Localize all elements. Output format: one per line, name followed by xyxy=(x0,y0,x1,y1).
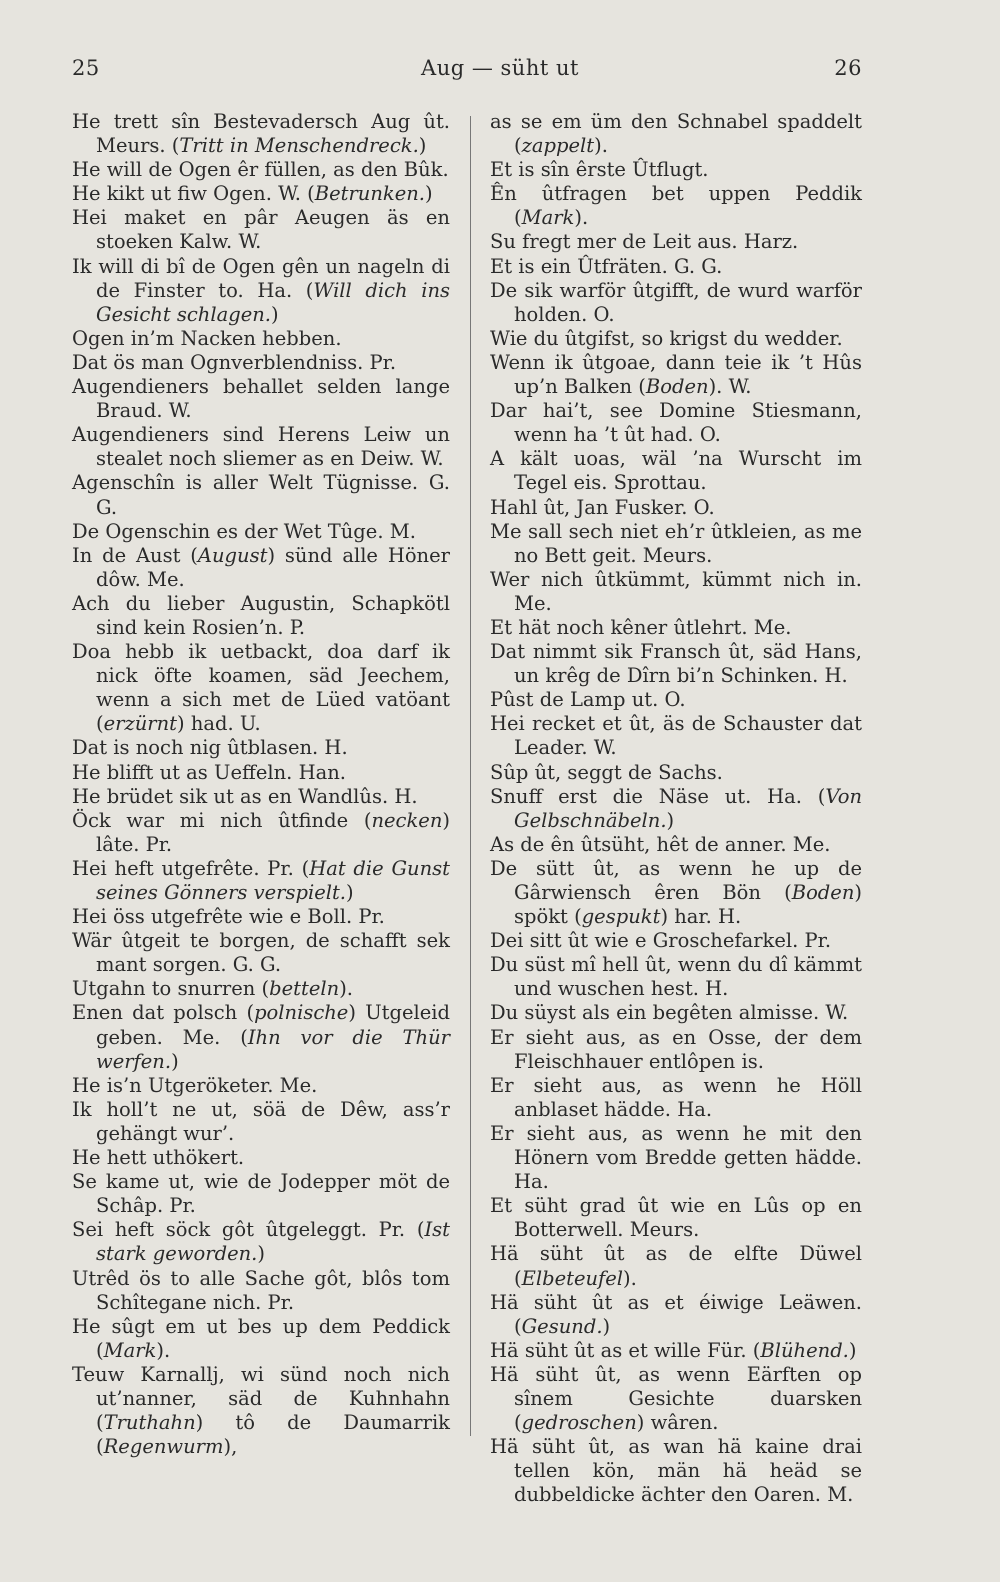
proverb-entry: Et is sîn êrste Ûtflugt. xyxy=(490,158,709,182)
translation-gloss: Will dich ins Gesicht schlagen. xyxy=(96,278,451,326)
proverb-entry: Se kame ut, wie de Jodepper möt de Schâp. Pr. xyxy=(72,1170,450,1218)
proverb-entry: Dei sitt ût wie e Groschefarkel. Pr. xyxy=(490,929,832,953)
proverb-entry: He trett sîn Bestevadersch Aug ût. Meurs. (Tritt in Menschendreck.) xyxy=(72,110,450,158)
proverb-entry: Wenn ik ûtgoae, dann teie ik ’t Hûs up’n Balken (Boden). W. xyxy=(490,350,862,399)
proverb-entry: De sütt ût, as wenn he up de Gârwiensch êren Bön (Boden) spökt (gespukt) har. H. xyxy=(490,856,862,929)
proverb-entry: Ik holl’t ne ut, söä de Dêw, ass’r gehängt wur’. xyxy=(72,1097,450,1145)
translation-gloss: Regenwurm xyxy=(103,1435,224,1459)
proverb-entry: He kikt ut fiw Ogen. W. (Betrunken.) xyxy=(72,182,433,206)
proverb-entry: Ik will di bî de Ogen gên un nageln di de Finster to. Ha. (Will dich ins Gesicht schlagen.) xyxy=(72,254,451,326)
proverb-entry: Sei heft söck gôt ûtgeleggt. Pr. (Ist stark geworden.) xyxy=(72,1218,450,1266)
left-page-number: 25 xyxy=(72,56,100,80)
running-title: Aug — süht ut xyxy=(421,56,579,80)
translation-gloss: Boden xyxy=(791,881,855,904)
proverb-entry: Dat nimmt sik Fransch ût, säd Hans, un krêg de Dîrn bi’n Schinken. H. xyxy=(490,640,862,688)
translation-gloss: Ihn vor die Thür werfen. xyxy=(96,1025,450,1073)
proverb-entry: Augendieners behallet selden lange Braud. W. xyxy=(72,375,450,423)
translation-gloss: Mark xyxy=(521,206,575,230)
proverb-entry: Me sall sech niet eh’r ûtkleien, as me no Bett geit. Meurs. xyxy=(490,519,862,567)
left-column xyxy=(72,110,450,1459)
proverb-entry: Et süht grad ût wie en Lûs op en Botterwell. Meurs. xyxy=(490,1194,862,1242)
proverb-entry: In de Aust (August) sünd alle Höner dôw. Me. xyxy=(72,543,450,591)
column-divider xyxy=(470,116,471,1436)
proverb-entry: Hei recket et ût, äs de Schauster dat Leader. W. xyxy=(490,712,862,760)
proverb-entry: Utrêd ös to alle Sache gôt, blôs tom Schîtegane nich. Pr. xyxy=(72,1266,450,1314)
proverb-entry: He brüdet sik ut as en Wandlûs. H. xyxy=(72,784,418,808)
translation-gloss: necken xyxy=(371,808,443,832)
proverb-entry: as se em üm den Schnabel spaddelt (zappelt). xyxy=(490,110,862,158)
proverb-entry: Wer nich ûtkümmt, kümmt nich in. Me. xyxy=(490,567,862,615)
proverb-entry: De Ogenschin es der Wet Tûge. M. xyxy=(72,519,416,543)
translation-gloss: Von Gelbschnäbeln. xyxy=(514,784,862,832)
proverb-entry: Hei maket en pâr Aeugen äs en stoeken Kalw. W. xyxy=(72,206,450,254)
proverb-entry: He is’n Utgeröketer. Me. xyxy=(72,1073,318,1097)
translation-gloss: Gesund. xyxy=(521,1314,603,1338)
proverb-entry: Sûp ût, seggt de Sachs. xyxy=(490,760,723,784)
proverb-entry: Hä süht ût as de elfte Düwel (Elbeteufel). xyxy=(490,1242,862,1290)
translation-gloss: Truthahn xyxy=(103,1411,196,1435)
proverb-entry: Hä süht ût, as wan hä kaine drai tellen kön, män hä heäd se dubbeldicke ächter den Oaren. M. xyxy=(490,1435,862,1507)
translation-gloss: Hat die Gunst seines Gönners verspielt. xyxy=(96,856,450,904)
translation-gloss: Elbeteufel xyxy=(521,1266,624,1290)
proverb-entry: Hei heft utgefrête. Pr. (Hat die Gunst seines Gönners verspielt.) xyxy=(72,856,450,904)
translation-gloss: gedroschen xyxy=(521,1411,637,1435)
proverb-entry: Su fregt mer de Leit aus. Harz. xyxy=(490,230,799,254)
proverb-entry: Doa hebb ik uetbackt, doa darf ik nick öfte koamen, säd Jeechem, wenn a sich met de Lüed vatöant (erzürnt) had. U. xyxy=(72,640,450,736)
proverb-entry: Du süst mî hell ût, wenn du dî kämmt und wuschen hest. H. xyxy=(490,953,862,1001)
proverb-entry: Wär ûtgeit te borgen, de schafft sek mant sorgen. G. G. xyxy=(72,929,450,977)
proverb-entry: De sik warför ûtgifft, de wurd warför holden. O. xyxy=(490,278,862,326)
proverb-entry: Du süyst als ein begêten almisse. W. xyxy=(490,1001,849,1025)
proverb-entry: Snuff erst die Näse ut. Ha. (Von Gelbschnäbeln.) xyxy=(490,784,862,832)
proverb-entry: Hä süht ût, as wenn Eärften op sînem Gesichte duarsken (gedroschen) wâren. xyxy=(490,1362,862,1435)
proverb-entry: Hei öss utgefrête wie e Boll. Pr. xyxy=(72,905,385,929)
translation-gloss: erzürnt xyxy=(103,712,178,736)
proverb-entry: Agenschîn is aller Welt Tügnisse. G. G. xyxy=(72,471,450,519)
translation-gloss: Ist stark geworden. xyxy=(96,1218,450,1266)
right-page-number: 26 xyxy=(834,56,862,80)
translation-gloss: Boden xyxy=(645,375,709,399)
proverb-entry: He hett uthökert. xyxy=(72,1146,245,1170)
proverb-entry: As de ên ûtsüht, hêt de anner. Me. xyxy=(490,832,831,856)
proverb-entry: A kält uoas, wäl ’na Wurscht im Tegel eis. Sprottau. xyxy=(490,447,862,495)
translation-gloss: Betrunken. xyxy=(314,182,426,206)
proverb-entry: Er sieht aus, as wenn he mit den Hönern vom Bredde getten hädde. Ha. xyxy=(490,1121,862,1194)
proverb-entry: Pûst de Lamp ut. O. xyxy=(490,688,686,712)
translation-gloss: Mark xyxy=(103,1338,157,1362)
proverb-entry: Er sieht aus, as wenn he Höll anblaset hädde. Ha. xyxy=(490,1073,862,1121)
proverb-entry: Hä süht ût as et éiwige Leäwen. (Gesund.) xyxy=(490,1290,862,1338)
translation-gloss: polnische xyxy=(254,1001,349,1025)
proverb-entry: Hahl ût, Jan Fusker. O. xyxy=(490,495,715,519)
proverb-entry: He blifft ut as Ueffeln. Han. xyxy=(72,760,346,784)
proverb-entry: Dat is noch nig ûtblasen. H. xyxy=(72,736,348,760)
proverb-entry: Utgahn to snurren (betteln). xyxy=(72,977,353,1001)
proverb-entry: Ach du lieber Augustin, Schapkötl sind kein Rosien’n. P. xyxy=(72,591,450,639)
proverb-entry: Enen dat polsch (polnische) Utgeleid geben. Me. (Ihn vor die Thür werfen.) xyxy=(72,1001,450,1073)
proverb-entry: He sûgt em ut bes up dem Peddick (Mark). xyxy=(72,1314,450,1362)
translation-gloss: Blühend. xyxy=(760,1338,849,1362)
translation-gloss: betteln xyxy=(269,977,340,1001)
proverb-entry: Ên ûtfragen bet uppen Peddik (Mark). xyxy=(490,182,862,230)
translation-gloss: zappelt xyxy=(521,134,595,158)
proverb-entry: Wie du ûtgifst, so krigst du wedder. xyxy=(490,326,843,350)
proverb-entry: Öck war mi nich ûtfinde (necken) lâte. Pr. xyxy=(72,808,450,856)
translation-gloss: August xyxy=(197,543,268,567)
proverb-entry: Teuw Karnallj, wi sünd noch nich ut’nanner, säd de Kuhnhahn (Truthahn) tô de Daumarrik (Regenwurm), xyxy=(72,1362,450,1459)
proverb-entry: Ogen in’m Nacken hebben. xyxy=(72,326,342,350)
proverb-entry: Dat ös man Ognverblendniss. Pr. xyxy=(72,350,397,374)
proverb-entry: Hä süht ût as et wille Für. (Blühend.) xyxy=(490,1338,857,1362)
proverb-entry: Et hät noch kêner ûtlehrt. Me. xyxy=(490,615,792,639)
translation-gloss: gespukt xyxy=(581,905,661,929)
translation-gloss: Tritt in Menschendreck. xyxy=(179,134,419,158)
proverb-entry: Er sieht aus, as en Osse, der dem Fleischhauer entlôpen is. xyxy=(490,1025,862,1073)
right-column xyxy=(490,110,862,1507)
proverb-entry: He will de Ogen êr füllen, as den Bûk. xyxy=(72,158,449,182)
proverb-entry: Augendieners sind Herens Leiw un stealet noch sliemer as en Deiw. W. xyxy=(72,423,450,471)
proverb-entry: Et is ein Ûtfräten. G. G. xyxy=(490,254,723,278)
proverb-entry: Dar hai’t, see Domine Stiesmann, wenn ha ’t ût had. O. xyxy=(490,399,862,447)
